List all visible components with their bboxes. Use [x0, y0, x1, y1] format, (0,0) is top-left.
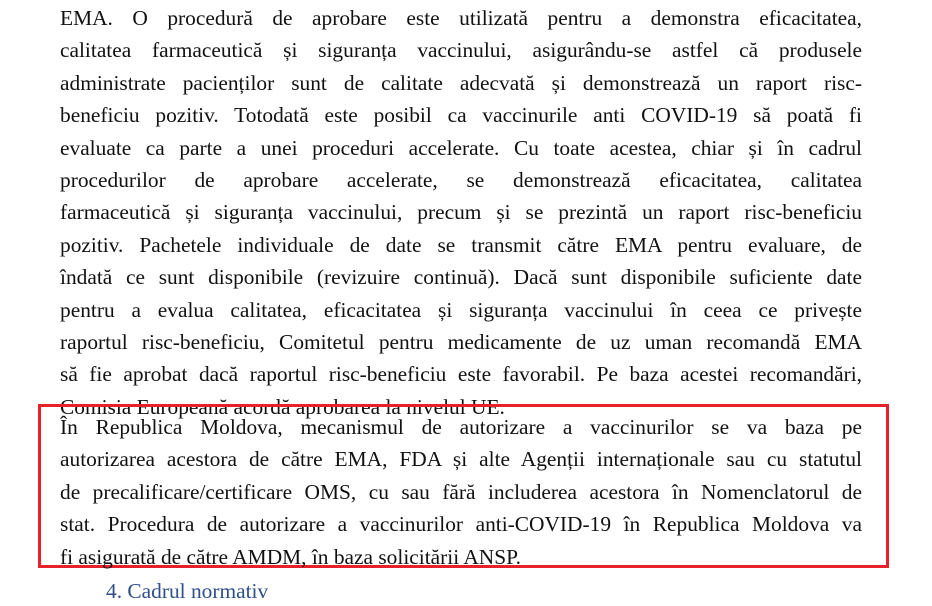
- text-line: EMA. O procedură de aprobare este utilizată pentru a demonstra eficacitatea,: [60, 6, 862, 30]
- section-heading[interactable]: 4. Cadrul normativ: [106, 579, 269, 603]
- text-line: autorizarea acestora de către EMA, FDA și alte Agenții internaționale sau cu statutul: [60, 447, 862, 472]
- text-line: de precalificare/certificare OMS, cu sau fără includerea acestora în Nomenclatorul de: [60, 479, 862, 504]
- paragraph-moldova-authorization: [60, 411, 862, 573]
- text-line: evaluate ca parte a unei proceduri accelerate. Cu toate acestea, chiar și în cadrul: [60, 135, 862, 160]
- text-line: beneficiu pozitiv. Totodată este posibil ca vaccinurile anti COVID-19 să poată fi: [60, 103, 862, 128]
- text-line: În Republica Moldova, mecanismul de autorizare a vaccinurilor se va baza pe: [60, 415, 862, 439]
- text-line: fi asigurată de către AMDM, în baza solicitării ANSP.: [60, 544, 521, 569]
- text-line: administrate pacienților sunt de calitate adecvată și demonstrează un raport risc-: [60, 70, 862, 95]
- text-line: stat. Procedura de autorizare a vaccinurilor anti-COVID-19 în Republica Moldova va: [60, 512, 862, 537]
- text-line: Comisia Europeană acordă aprobarea la nivelul UE.: [60, 394, 505, 419]
- text-line: să fie aprobat dacă raportul risc-beneficiu este favorabil. Pe baza acestei recomandări,: [60, 362, 862, 387]
- text-line: îndată ce sunt disponibile (revizuire continuă). Dacă sunt disponibile suficiente date: [60, 265, 862, 290]
- text-line: pentru a evalua calitatea, eficacitatea și siguranța vaccinului în ceea ce privește: [60, 297, 862, 322]
- text-line: farmaceutică și siguranța vaccinului, precum și se prezintă un raport risc-beneficiu: [60, 200, 862, 225]
- paragraph-ema-procedure: [60, 2, 862, 423]
- text-line: raportul risc-beneficiu, Comitetul pentru medicamente de uz uman recomandă EMA: [60, 330, 862, 355]
- text-line: pozitiv. Pachetele individuale de date se transmit către EMA pentru evaluare, de: [60, 232, 862, 257]
- text-line: procedurilor de aprobare accelerate, se demonstrează eficacitatea, calitatea: [60, 168, 862, 193]
- text-line: calitatea farmaceutică și siguranța vaccinului, asigurându-se astfel că produsele: [60, 38, 862, 63]
